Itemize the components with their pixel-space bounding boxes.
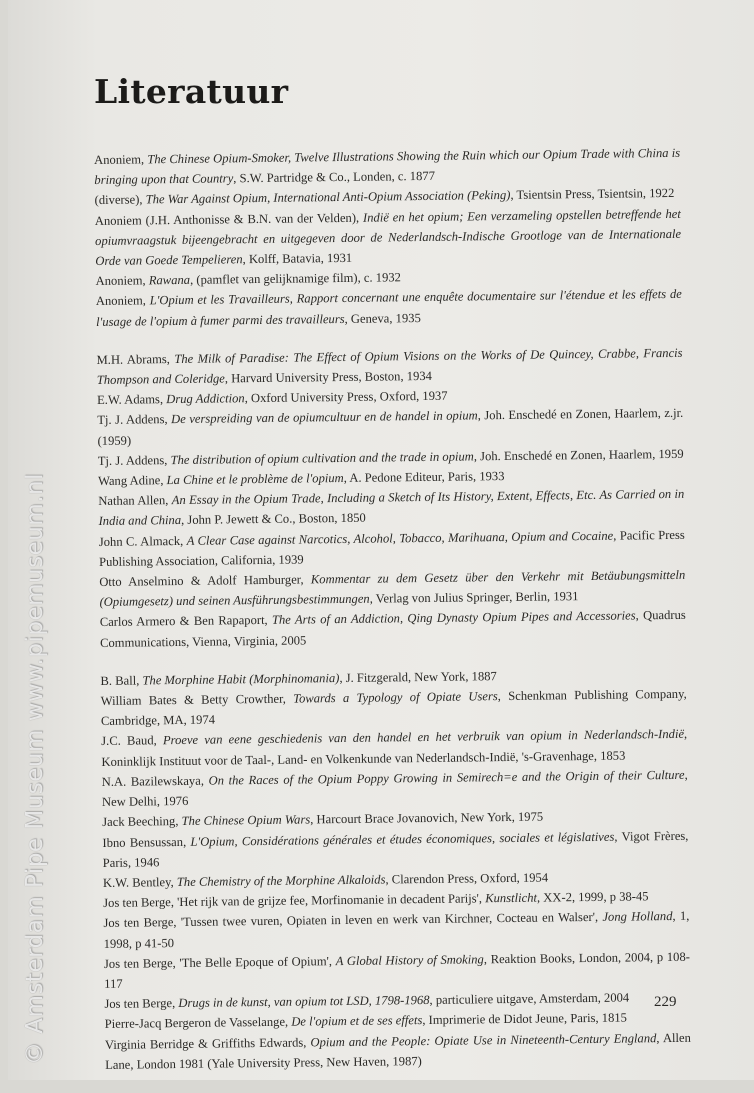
entry-title-italic: A Clear Case against Narcotics, Alcohol, Tobacco, Marihuana, Opium and Cocaine bbox=[186, 528, 614, 548]
entry-text: , Joh. Enschedé en Zonen, Haarlem, z.jr. (1959) bbox=[97, 406, 684, 448]
entry-text: Jack Beeching, bbox=[102, 814, 182, 830]
entry-text: , Reaktion Books, London, 2004, p 108-117 bbox=[104, 949, 690, 991]
entry-title-italic: The Milk of Paradise: The Effect of Opium Visions on the Works of De Quincey, Crabbe, Francis Thompson and Coleridge bbox=[96, 345, 683, 388]
entry-text: , Oxford University Press, Oxford, 1937 bbox=[244, 388, 448, 406]
entry-text: , 1, 1998, p 41-50 bbox=[103, 909, 690, 951]
entry-text: , Pacific Press Publishing Association, California, 1939 bbox=[98, 527, 685, 569]
entry-text: , Kolff, Batavia, 1931 bbox=[242, 250, 353, 267]
entry-title-italic: Kunstlicht bbox=[485, 890, 538, 906]
entry-title-italic: The distribution of opium cultivation and the trade in opium bbox=[170, 449, 474, 467]
entry-text: Virginia Berridge & Griffiths Edwards, bbox=[104, 1034, 311, 1052]
bibliography-group bbox=[96, 343, 686, 653]
entry-text: John C. Almack, bbox=[98, 533, 187, 549]
entry-text: , Harcourt Brace Jovanovich, New York, 1975 bbox=[310, 809, 544, 827]
bibliography-entry bbox=[102, 765, 688, 813]
entry-text: , (pamflet van gelijknamige film), c. 1932 bbox=[189, 270, 402, 288]
bibliography-entry bbox=[96, 343, 682, 391]
entry-text: Nathan Allen, bbox=[98, 493, 172, 509]
entry-title-italic: The Chemistry of the Morphine Alkaloids bbox=[176, 872, 386, 889]
entry-title-italic: Jong Holland bbox=[602, 909, 673, 925]
entry-title-italic: Towards a Typology of Opiate Users bbox=[293, 689, 498, 706]
entry-text: Anoniem, bbox=[95, 293, 150, 309]
entry-text: J.C. Baud, bbox=[101, 733, 163, 749]
entry-text: Anoniem, bbox=[95, 273, 149, 289]
bibliography-entry bbox=[101, 684, 687, 732]
entry-text: , Verlag von Julius Springer, Berlin, 1931 bbox=[369, 589, 579, 606]
entry-title-italic: The Arts of an Addiction, Qing Dynasty Opium Pipes and Accessories bbox=[271, 608, 636, 628]
entry-text: William Bates & Betty Crowther, bbox=[100, 691, 294, 709]
entry-text: Tj. J. Addens, bbox=[97, 452, 171, 468]
entry-text: B. Ball, bbox=[100, 673, 143, 688]
entry-text: , Joh. Enschedé en Zonen, Haarlem, 1959 bbox=[473, 446, 684, 464]
bibliography-group bbox=[100, 664, 691, 1075]
entry-text: , particuliere uitgave, Amsterdam, 2004 bbox=[429, 990, 630, 1008]
entry-text: , Tsientsin Press, Tsientsin, 1922 bbox=[510, 186, 675, 203]
bibliography-entry bbox=[94, 143, 680, 191]
entry-text: (diverse), bbox=[94, 192, 146, 208]
bibliography-entry bbox=[103, 906, 689, 954]
bibliography-entry bbox=[97, 403, 683, 451]
entry-title-italic: Drugs in de kunst, van opium tot LSD, 1798-1968 bbox=[178, 993, 430, 1011]
bibliography-entry bbox=[99, 565, 685, 613]
entry-text: Jos ten Berge, bbox=[104, 996, 179, 1012]
entry-text: Carlos Armero & Ben Rapaport, bbox=[99, 613, 273, 630]
entry-text: , Koninklijk Instituut voor de Taal-, Land- en Volkenkunde van Nederlandsch-Indië, 's-Gravenhage, 1853 bbox=[101, 727, 688, 769]
bibliography-entry bbox=[104, 946, 690, 994]
entry-text: Wang Adine, bbox=[97, 473, 167, 489]
book-page bbox=[8, 0, 754, 1080]
watermark-text: © Amsterdam Pipe Museum www.pipemuseum.nl bbox=[22, 473, 48, 1065]
entry-text: , Schenkman Publishing Company, Cambridge, MA, 1974 bbox=[100, 686, 687, 729]
bibliography-group bbox=[94, 143, 682, 332]
entry-text: , A. Pedone Editeur, Paris, 1933 bbox=[343, 469, 505, 486]
entry-text: , Clarendon Press, Oxford, 1954 bbox=[385, 870, 549, 887]
entry-text: M.H. Abrams, bbox=[96, 351, 175, 367]
entry-title-italic: Opium and the People: Opiate Use in Nineteenth-Century England bbox=[310, 1030, 657, 1049]
entry-title-italic: L'Opium et les Travailleurs, Rapport concernant une enquête documentaire sur l'étendue et les effets de l'usage de l'opium à fumer parmi des travailleurs bbox=[96, 287, 682, 329]
entry-text: Anoniem, bbox=[94, 152, 148, 167]
entry-title-italic: Proeve van eene geschiedenis van den handel en het verbruik van opium in Nederlandsch-Indië bbox=[162, 727, 685, 748]
bibliography-entry bbox=[101, 724, 687, 772]
entry-text: , Harvard University Press, Boston, 1934 bbox=[224, 368, 432, 386]
entry-text: , Geneva, 1935 bbox=[344, 310, 421, 326]
entry-text: Tj. J. Addens, bbox=[97, 412, 172, 428]
entry-text: , Quadrus Communications, Vienna, Virginia, 2005 bbox=[99, 608, 686, 650]
entry-text: Pierre-Jacq Bergeron de Vasselange, bbox=[104, 1014, 292, 1032]
entry-title-italic: L'Opium, Considérations générales et études économiques, sociales et législatives bbox=[190, 829, 615, 849]
entry-title-italic: The Morphine Habit (Morphinomania) bbox=[142, 670, 340, 688]
bibliography-entry bbox=[99, 524, 685, 572]
entry-text: Jos ten Berge, 'Tussen twee vuren, Opiaten in leven en werk van Kirchner, Cocteau en Walser', bbox=[103, 910, 603, 931]
bibliography-entry bbox=[95, 203, 682, 271]
entry-text: , Imprimerie de Didot Jeune, Paris, 1815 bbox=[422, 1010, 628, 1028]
entry-title-italic: The War Against Opium, International Anti-Opium Association (Peking) bbox=[145, 188, 511, 207]
bibliography bbox=[94, 143, 691, 1093]
entry-title-italic: Kommentar zu dem Gesetz über den Verkehr mit Betäubungsmitteln (Opiumgesetz) und seinen Ausführungsbestimmungen bbox=[99, 567, 686, 610]
page-title: Literatuur bbox=[94, 72, 289, 111]
page-number: 229 bbox=[654, 994, 677, 1010]
entry-text: N.A. Bazilewskaya, bbox=[101, 773, 209, 789]
entry-text: Ibno Bensussan, bbox=[102, 834, 191, 850]
bibliography-entry bbox=[102, 825, 688, 873]
entry-title-italic: A Global History of Smoking bbox=[335, 952, 484, 968]
entry-title-italic: De verspreiding van de opiumcultuur en de handel in opium bbox=[171, 408, 478, 427]
entry-text: K.W. Bentley, bbox=[102, 874, 177, 890]
entry-text: , XX-2, 1999, p 38-45 bbox=[536, 889, 649, 905]
entry-text: Jos ten Berge, 'Het rijk van de grijze fee, Morfinomanie in decadent Parijs', bbox=[103, 891, 486, 911]
entry-text: E.W. Adams, bbox=[96, 392, 167, 408]
entry-title-italic: The Chinese Opium Wars bbox=[181, 812, 311, 829]
entry-title-italic: La Chine et le problème de l'opium bbox=[166, 471, 344, 488]
bibliography-entry bbox=[105, 1027, 691, 1075]
bibliography-entry bbox=[100, 605, 686, 653]
bibliography-entry bbox=[98, 484, 684, 532]
entry-title-italic: An Essay in the Opium Trade, Including a Sketch of Its History, Extent, Effects, Etc. As Carried on in India and China bbox=[98, 487, 685, 529]
entry-title-italic: Rawana bbox=[148, 273, 191, 288]
entry-title-italic: On the Races of the Opium Poppy Growing in Semirech=e and the Origin of their Culture bbox=[208, 767, 685, 788]
entry-text: , John P. Jewett & Co., Boston, 1850 bbox=[181, 511, 366, 528]
entry-text: , Vigot Frères, Paris, 1946 bbox=[102, 828, 689, 870]
entry-title-italic: De l'opium et de ses effets bbox=[291, 1013, 423, 1029]
entry-text: , S.W. Partridge & Co., Londen, c. 1877 bbox=[233, 169, 436, 186]
entry-text: Anoniem (J.H. Anthonisse & B.N. van der Velden), bbox=[94, 210, 364, 228]
entry-text: Otto Anselmino & Adolf Hamburger, bbox=[99, 572, 311, 590]
entry-title-italic: The Chinese Opium-Smoker, Twelve Illustrations Showing the Ruin which our Opium Trade with China is bringing upon that Country bbox=[94, 145, 681, 188]
entry-title-italic: Indië en het opium; Een verzameling opstellen betreffende het opiumvraagstuk bijeengebracht en uitgegeven door de Nederlandsch-Indische Grootloge van de Internationale Orde van Goede Tempelieren bbox=[95, 206, 682, 269]
entry-text: , Allen Lane, London 1981 (Yale University Press, New Haven, 1987) bbox=[105, 1030, 691, 1072]
entry-text: , New Delhi, 1976 bbox=[101, 767, 688, 810]
bibliography-entry bbox=[96, 284, 682, 332]
entry-text: Jos ten Berge, 'The Belle Epoque of Opium', bbox=[103, 953, 336, 971]
entry-title-italic: Drug Addiction bbox=[166, 391, 245, 407]
entry-text: , J. Fitzgerald, New York, 1887 bbox=[339, 668, 497, 685]
